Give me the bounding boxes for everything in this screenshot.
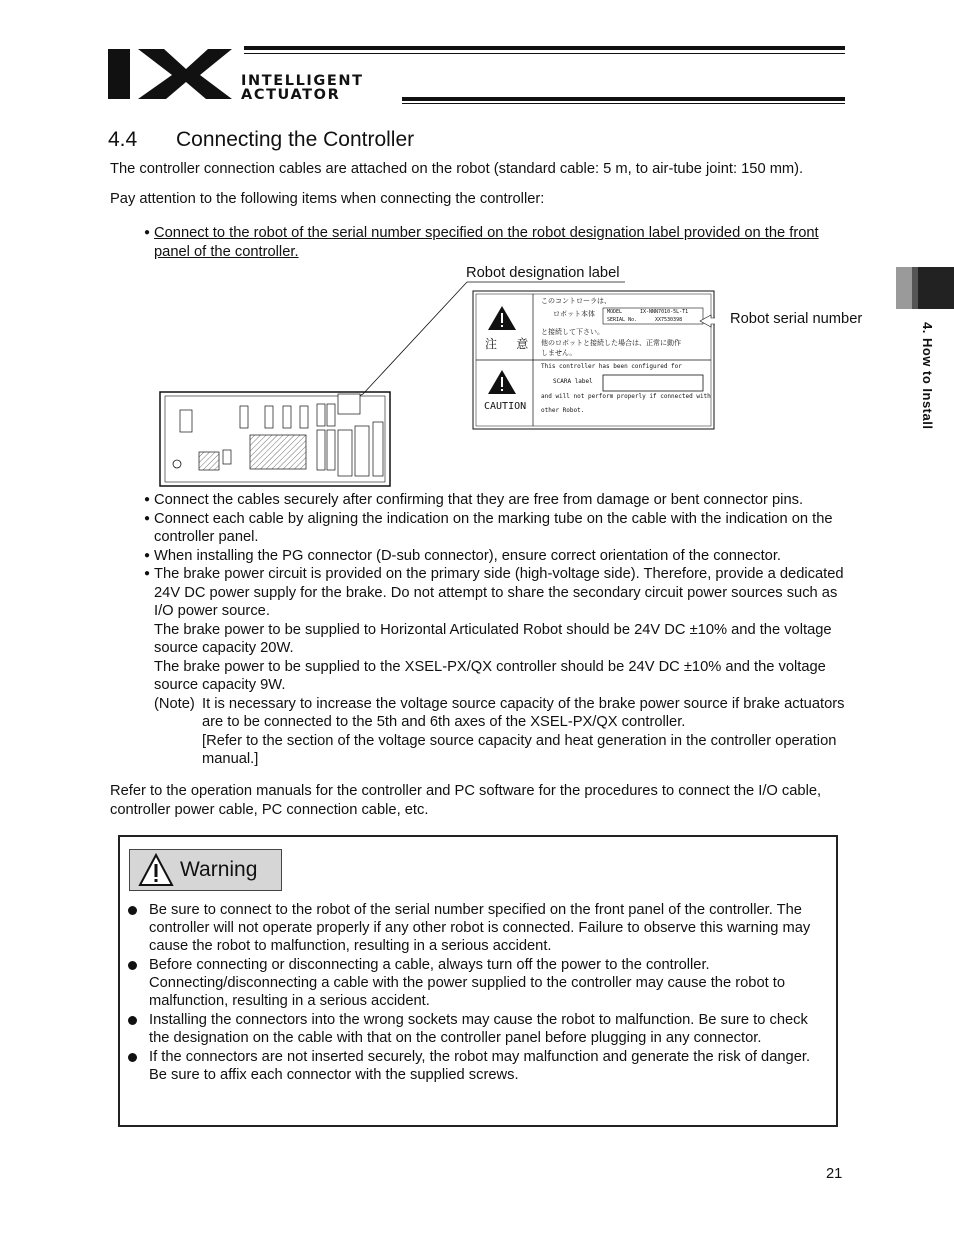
label-serial-value: XX7530398	[655, 317, 683, 323]
logo-line-1: INTELLIGENT	[241, 73, 364, 89]
list-item: ● When installing the PG connector (D-sub connector), ensure correct orientation of the connector.	[144, 547, 781, 564]
section-number: 4.4	[108, 128, 138, 151]
header-rule-bottom-thick	[402, 97, 845, 101]
connection-bullet-list	[144, 491, 849, 769]
section-title: Connecting the Controller	[176, 128, 415, 151]
chapter-side-label: 4. How to Install	[920, 322, 935, 430]
caption-robot-serial-number: Robot serial number	[730, 311, 863, 327]
brake-note-2: The brake power to be supplied to the XSEL-PX/QX controller should be 24V DC ±10% and the voltage source capacity 9W.	[154, 658, 826, 693]
label-jp-line-5: しません。	[541, 349, 577, 357]
underlined-bullet-text: Connect to the robot of the serial number specified on the robot designation label provided on the front panel of the controller.	[154, 225, 819, 260]
logo-wordmark	[241, 74, 364, 102]
brake-note-1: The brake power to be supplied to Horizontal Articulated Robot should be 24V DC ±10% and the voltage source capacity 20W.	[154, 621, 832, 656]
list-item: Be sure to connect to the robot of the serial number specified on the front panel of the controller. The controller will not operate properly if any other robot is connected. Failure to observe this warning may cause the robot to malfunction, resulting in a serious accident.	[128, 901, 828, 955]
warning-triangle-icon	[138, 853, 174, 887]
first-bullet-list	[144, 224, 849, 261]
label-jp-line-1: このコントローラは、	[541, 297, 611, 305]
caption-robot-designation-label: Robot designation label	[466, 265, 620, 281]
intro-paragraph-2: Pay attention to the following items when connecting the controller:	[110, 191, 545, 207]
warning-title: Warning	[180, 858, 258, 881]
list-item: Before connecting or disconnecting a cable, always turn off the power to the controller. Connecting/disconnecting a cable with the power supplied to the controller may cause the robot to malfunction, resulting in a serious accident.	[128, 956, 828, 1010]
logo-line-2: ACTUATOR	[241, 87, 341, 103]
note-text-1: It is necessary to increase the voltage source capacity of the brake power source if brake actuators are to be connected to the 5th and 6th axes of the XSEL-PX/QX controller.	[202, 695, 845, 730]
chapter-side-tab	[896, 267, 954, 309]
label-serial-prefix: SERIAL No.	[607, 317, 638, 323]
label-jp-line-3: と接続して下さい。	[541, 328, 604, 336]
label-en-line-1: This controller has been configured for	[541, 363, 682, 370]
note-label: (Note)	[154, 695, 195, 712]
list-item: If the connectors are not inserted securely, the robot may malfunction and generate the risk of danger. Be sure to affix each connector with the supplied screws.	[128, 1048, 828, 1084]
label-caution: CAUTION	[484, 401, 527, 412]
page-number: 21	[826, 1166, 843, 1182]
intro-paragraph-1: The controller connection cables are attached on the robot (standard cable: 5 m, to air-tube joint: 150 mm).	[110, 161, 804, 177]
list-item: ● Connect to the robot of the serial number specified on the robot designation label provided on the front panel of the controller.	[144, 225, 819, 260]
list-item: ● Connect the cables securely after confirming that they are free from damage or bent connector pins.	[144, 492, 804, 508]
label-en-line-3: and will not perform properly if connected with	[541, 393, 711, 400]
refer-paragraph: Refer to the operation manuals for the controller and PC software for the procedures to connect the I/O cable, controller power cable, PC connection cable, etc.	[110, 783, 822, 818]
warning-header	[129, 849, 282, 891]
ix-logo	[108, 47, 238, 101]
header-rule-top-thin	[244, 53, 845, 54]
header-rule-top-thick	[244, 46, 845, 50]
brake-note-3	[154, 695, 849, 769]
label-model-prefix: MODEL	[607, 309, 623, 315]
label-jp-line-2: ロボット本体	[553, 310, 595, 318]
list-item: ● The brake power circuit is provided on the primary side (high-voltage side). Therefore, provide a dedicated 24V DC power supply for the brake. Do not attempt to share the secondary circuit power sources such as I/O power source. The brake power to be supplied to Horizontal Articulated Robot should be 24V DC ±10% and the voltage source capacity 20W. The brake power to be supplied to the XSEL-PX/QX controller should be 24V DC ±10% and the voltage source capacity 9W. (Note) It is necessary to increase the voltage source capacity of the brake power source if brake actuators are to be connected to the 5th and 6th axes of the XSEL-PX/QX controller. [Refer to the section of the voltage source capacity and heat generation in the controller operation manual.]	[144, 565, 849, 769]
note-text-2: [Refer to the section of the voltage source capacity and heat generation in the controller operation manual.]	[202, 732, 837, 767]
label-model-value: IX-NNN7010-5L-T1	[640, 309, 689, 315]
label-jp-line-4: 他のロボットと接続した場合は、正常に動作	[541, 339, 681, 347]
header-rule-bottom-thin	[402, 103, 845, 104]
warning-list	[128, 901, 828, 1085]
label-en-line-2: SCARA label	[553, 378, 593, 385]
section-heading	[108, 128, 414, 152]
controller-diagram	[155, 280, 715, 490]
label-jp-caution: 注 意	[485, 337, 535, 351]
list-item: Installing the connectors into the wrong sockets may cause the robot to malfunction. Be sure to check the designation on the cable with that on the controller panel before plugging in any connector.	[128, 1011, 828, 1047]
list-item: ● Connect each cable by aligning the indication on the marking tube on the cable with the indication on the controller panel.	[144, 510, 833, 545]
label-en-line-4: other Robot.	[541, 407, 585, 414]
